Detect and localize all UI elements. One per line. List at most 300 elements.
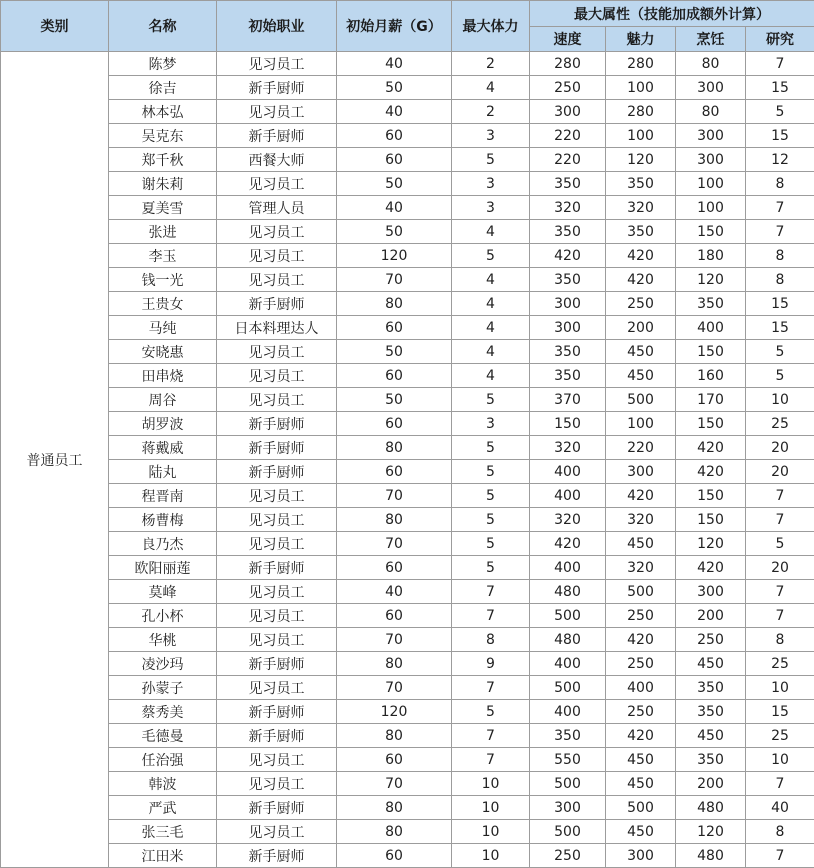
job-cell: 见习员工: [217, 364, 337, 388]
name-cell: 王贵女: [109, 292, 217, 316]
job-cell: 见习员工: [217, 268, 337, 292]
cooking-cell: 420: [676, 436, 746, 460]
header-name: 名称: [109, 1, 217, 52]
salary-cell: 120: [337, 700, 452, 724]
charm-cell: 450: [606, 772, 676, 796]
job-cell: 见习员工: [217, 484, 337, 508]
table-row: [1, 556, 814, 580]
salary-cell: 60: [337, 604, 452, 628]
research-cell: 15: [746, 700, 814, 724]
research-cell: 20: [746, 556, 814, 580]
header-row-1: [1, 1, 814, 27]
job-cell: 见习员工: [217, 820, 337, 844]
stamina-cell: 3: [452, 412, 530, 436]
header-initial-job: 初始职业: [217, 1, 337, 52]
charm-cell: 500: [606, 388, 676, 412]
name-cell: 郑千秋: [109, 148, 217, 172]
table-row: [1, 652, 814, 676]
name-cell: 周谷: [109, 388, 217, 412]
charm-cell: 420: [606, 628, 676, 652]
job-cell: 新手厨师: [217, 844, 337, 868]
stamina-cell: 5: [452, 508, 530, 532]
table-row: [1, 244, 814, 268]
job-cell: 见习员工: [217, 388, 337, 412]
research-cell: 7: [746, 580, 814, 604]
name-cell: 陈梦: [109, 52, 217, 76]
name-cell: 良乃杰: [109, 532, 217, 556]
cooking-cell: 120: [676, 532, 746, 556]
speed-cell: 350: [530, 220, 606, 244]
job-cell: 西餐大师: [217, 148, 337, 172]
salary-cell: 70: [337, 772, 452, 796]
name-cell: 徐吉: [109, 76, 217, 100]
name-cell: 蔡秀美: [109, 700, 217, 724]
name-cell: 胡罗波: [109, 412, 217, 436]
charm-cell: 320: [606, 508, 676, 532]
name-cell: 钱一光: [109, 268, 217, 292]
cooking-cell: 80: [676, 100, 746, 124]
speed-cell: 420: [530, 532, 606, 556]
table-row: [1, 508, 814, 532]
speed-cell: 480: [530, 580, 606, 604]
salary-cell: 60: [337, 316, 452, 340]
cooking-cell: 150: [676, 508, 746, 532]
job-cell: 见习员工: [217, 100, 337, 124]
table-row: [1, 844, 814, 868]
stamina-cell: 7: [452, 748, 530, 772]
table-row: [1, 700, 814, 724]
speed-cell: 320: [530, 508, 606, 532]
stamina-cell: 5: [452, 484, 530, 508]
speed-cell: 420: [530, 244, 606, 268]
name-cell: 江田米: [109, 844, 217, 868]
job-cell: 见习员工: [217, 220, 337, 244]
speed-cell: 400: [530, 556, 606, 580]
name-cell: 夏美雪: [109, 196, 217, 220]
stamina-cell: 3: [452, 172, 530, 196]
cooking-cell: 150: [676, 340, 746, 364]
job-cell: 见习员工: [217, 52, 337, 76]
stamina-cell: 5: [452, 436, 530, 460]
speed-cell: 500: [530, 676, 606, 700]
speed-cell: 500: [530, 604, 606, 628]
table-row: [1, 628, 814, 652]
salary-cell: 60: [337, 556, 452, 580]
charm-cell: 300: [606, 844, 676, 868]
name-cell: 陆丸: [109, 460, 217, 484]
stamina-cell: 7: [452, 604, 530, 628]
charm-cell: 280: [606, 100, 676, 124]
job-cell: 见习员工: [217, 604, 337, 628]
table-row: [1, 532, 814, 556]
job-cell: 新手厨师: [217, 700, 337, 724]
charm-cell: 300: [606, 460, 676, 484]
cooking-cell: 120: [676, 268, 746, 292]
speed-cell: 220: [530, 148, 606, 172]
stamina-cell: 10: [452, 820, 530, 844]
header-charm: 魅力: [606, 27, 676, 52]
header-speed: 速度: [530, 27, 606, 52]
name-cell: 欧阳丽莲: [109, 556, 217, 580]
cooking-cell: 200: [676, 604, 746, 628]
stamina-cell: 5: [452, 388, 530, 412]
research-cell: 7: [746, 220, 814, 244]
category-cell: 普通员工: [1, 52, 109, 868]
cooking-cell: 180: [676, 244, 746, 268]
table-row: [1, 604, 814, 628]
charm-cell: 100: [606, 412, 676, 436]
job-cell: 新手厨师: [217, 460, 337, 484]
stamina-cell: 7: [452, 724, 530, 748]
salary-cell: 60: [337, 748, 452, 772]
cooking-cell: 150: [676, 412, 746, 436]
charm-cell: 420: [606, 484, 676, 508]
research-cell: 7: [746, 772, 814, 796]
speed-cell: 280: [530, 52, 606, 76]
header-max-attributes: 最大属性（技能加成额外计算）: [530, 1, 814, 27]
charm-cell: 250: [606, 700, 676, 724]
table-row: [1, 772, 814, 796]
cooking-cell: 250: [676, 628, 746, 652]
speed-cell: 320: [530, 196, 606, 220]
job-cell: 新手厨师: [217, 292, 337, 316]
charm-cell: 450: [606, 364, 676, 388]
stamina-cell: 9: [452, 652, 530, 676]
stamina-cell: 7: [452, 676, 530, 700]
cooking-cell: 480: [676, 844, 746, 868]
name-cell: 严武: [109, 796, 217, 820]
research-cell: 15: [746, 316, 814, 340]
research-cell: 8: [746, 172, 814, 196]
salary-cell: 120: [337, 244, 452, 268]
job-cell: 见习员工: [217, 676, 337, 700]
salary-cell: 80: [337, 292, 452, 316]
speed-cell: 300: [530, 292, 606, 316]
stamina-cell: 2: [452, 52, 530, 76]
table-row: [1, 316, 814, 340]
charm-cell: 500: [606, 796, 676, 820]
speed-cell: 480: [530, 628, 606, 652]
cooking-cell: 170: [676, 388, 746, 412]
table-row: [1, 340, 814, 364]
salary-cell: 80: [337, 820, 452, 844]
speed-cell: 350: [530, 268, 606, 292]
job-cell: 见习员工: [217, 748, 337, 772]
table-row: [1, 580, 814, 604]
salary-cell: 60: [337, 364, 452, 388]
research-cell: 8: [746, 628, 814, 652]
cooking-cell: 300: [676, 580, 746, 604]
name-cell: 孙蒙子: [109, 676, 217, 700]
salary-cell: 60: [337, 844, 452, 868]
job-cell: 见习员工: [217, 580, 337, 604]
charm-cell: 450: [606, 748, 676, 772]
cooking-cell: 350: [676, 700, 746, 724]
salary-cell: 40: [337, 580, 452, 604]
speed-cell: 350: [530, 172, 606, 196]
salary-cell: 50: [337, 340, 452, 364]
charm-cell: 500: [606, 580, 676, 604]
table-row: [1, 436, 814, 460]
cooking-cell: 100: [676, 172, 746, 196]
cooking-cell: 450: [676, 724, 746, 748]
name-cell: 凌沙玛: [109, 652, 217, 676]
salary-cell: 40: [337, 52, 452, 76]
name-cell: 程晋南: [109, 484, 217, 508]
stamina-cell: 3: [452, 124, 530, 148]
stamina-cell: 10: [452, 772, 530, 796]
name-cell: 吴克东: [109, 124, 217, 148]
research-cell: 5: [746, 364, 814, 388]
stamina-cell: 3: [452, 196, 530, 220]
speed-cell: 250: [530, 844, 606, 868]
name-cell: 张进: [109, 220, 217, 244]
charm-cell: 220: [606, 436, 676, 460]
research-cell: 7: [746, 484, 814, 508]
stamina-cell: 5: [452, 148, 530, 172]
job-cell: 新手厨师: [217, 76, 337, 100]
research-cell: 25: [746, 412, 814, 436]
header-category: 类别: [1, 1, 109, 52]
research-cell: 10: [746, 388, 814, 412]
cooking-cell: 120: [676, 820, 746, 844]
salary-cell: 70: [337, 484, 452, 508]
cooking-cell: 350: [676, 676, 746, 700]
table-row: [1, 148, 814, 172]
stamina-cell: 8: [452, 628, 530, 652]
cooking-cell: 350: [676, 748, 746, 772]
speed-cell: 320: [530, 436, 606, 460]
speed-cell: 350: [530, 364, 606, 388]
cooking-cell: 450: [676, 652, 746, 676]
speed-cell: 300: [530, 100, 606, 124]
name-cell: 华桃: [109, 628, 217, 652]
table-body: [1, 52, 814, 868]
table-row: [1, 796, 814, 820]
job-cell: 新手厨师: [217, 436, 337, 460]
name-cell: 马纯: [109, 316, 217, 340]
research-cell: 25: [746, 724, 814, 748]
cooking-cell: 160: [676, 364, 746, 388]
charm-cell: 420: [606, 268, 676, 292]
job-cell: 见习员工: [217, 340, 337, 364]
job-cell: 新手厨师: [217, 652, 337, 676]
research-cell: 8: [746, 244, 814, 268]
research-cell: 5: [746, 532, 814, 556]
name-cell: 毛德曼: [109, 724, 217, 748]
cooking-cell: 300: [676, 148, 746, 172]
stamina-cell: 10: [452, 844, 530, 868]
salary-cell: 70: [337, 628, 452, 652]
table-row: [1, 388, 814, 412]
charm-cell: 450: [606, 340, 676, 364]
salary-cell: 70: [337, 268, 452, 292]
salary-cell: 80: [337, 724, 452, 748]
research-cell: 25: [746, 652, 814, 676]
research-cell: 7: [746, 52, 814, 76]
research-cell: 15: [746, 124, 814, 148]
table-row: [1, 52, 814, 76]
charm-cell: 450: [606, 820, 676, 844]
table-row: [1, 220, 814, 244]
stamina-cell: 10: [452, 796, 530, 820]
salary-cell: 80: [337, 508, 452, 532]
name-cell: 莫峰: [109, 580, 217, 604]
charm-cell: 280: [606, 52, 676, 76]
stamina-cell: 4: [452, 364, 530, 388]
cooking-cell: 200: [676, 772, 746, 796]
research-cell: 12: [746, 148, 814, 172]
name-cell: 蒋戴威: [109, 436, 217, 460]
cooking-cell: 350: [676, 292, 746, 316]
job-cell: 新手厨师: [217, 556, 337, 580]
research-cell: 10: [746, 748, 814, 772]
charm-cell: 200: [606, 316, 676, 340]
charm-cell: 250: [606, 292, 676, 316]
table-row: [1, 124, 814, 148]
job-cell: 新手厨师: [217, 412, 337, 436]
name-cell: 杨曹梅: [109, 508, 217, 532]
stamina-cell: 5: [452, 556, 530, 580]
cooking-cell: 480: [676, 796, 746, 820]
job-cell: 新手厨师: [217, 724, 337, 748]
stamina-cell: 7: [452, 580, 530, 604]
speed-cell: 370: [530, 388, 606, 412]
table-row: [1, 748, 814, 772]
research-cell: 7: [746, 604, 814, 628]
table-row: [1, 364, 814, 388]
salary-cell: 40: [337, 100, 452, 124]
speed-cell: 220: [530, 124, 606, 148]
speed-cell: 400: [530, 652, 606, 676]
cooking-cell: 300: [676, 124, 746, 148]
charm-cell: 350: [606, 172, 676, 196]
speed-cell: 350: [530, 340, 606, 364]
table-row: [1, 460, 814, 484]
cooking-cell: 150: [676, 484, 746, 508]
table-row: [1, 676, 814, 700]
table-row: [1, 820, 814, 844]
salary-cell: 60: [337, 148, 452, 172]
job-cell: 管理人员: [217, 196, 337, 220]
stamina-cell: 4: [452, 292, 530, 316]
salary-cell: 80: [337, 652, 452, 676]
cooking-cell: 100: [676, 196, 746, 220]
research-cell: 7: [746, 844, 814, 868]
stamina-cell: 5: [452, 532, 530, 556]
research-cell: 8: [746, 820, 814, 844]
speed-cell: 500: [530, 820, 606, 844]
cooking-cell: 400: [676, 316, 746, 340]
salary-cell: 60: [337, 124, 452, 148]
speed-cell: 150: [530, 412, 606, 436]
salary-cell: 50: [337, 76, 452, 100]
charm-cell: 320: [606, 196, 676, 220]
job-cell: 见习员工: [217, 532, 337, 556]
research-cell: 5: [746, 340, 814, 364]
job-cell: 新手厨师: [217, 796, 337, 820]
name-cell: 谢朱莉: [109, 172, 217, 196]
name-cell: 林本弘: [109, 100, 217, 124]
research-cell: 20: [746, 436, 814, 460]
salary-cell: 40: [337, 196, 452, 220]
stamina-cell: 5: [452, 700, 530, 724]
speed-cell: 250: [530, 76, 606, 100]
salary-cell: 70: [337, 532, 452, 556]
stamina-cell: 4: [452, 316, 530, 340]
charm-cell: 320: [606, 556, 676, 580]
research-cell: 5: [746, 100, 814, 124]
name-cell: 田串烧: [109, 364, 217, 388]
header-max-stamina: 最大体力: [452, 1, 530, 52]
cooking-cell: 300: [676, 76, 746, 100]
table-row: [1, 724, 814, 748]
salary-cell: 80: [337, 796, 452, 820]
salary-cell: 70: [337, 676, 452, 700]
stamina-cell: 5: [452, 244, 530, 268]
table-row: [1, 268, 814, 292]
salary-cell: 60: [337, 412, 452, 436]
job-cell: 见习员工: [217, 772, 337, 796]
charm-cell: 350: [606, 220, 676, 244]
name-cell: 韩波: [109, 772, 217, 796]
research-cell: 15: [746, 292, 814, 316]
charm-cell: 420: [606, 724, 676, 748]
cooking-cell: 80: [676, 52, 746, 76]
charm-cell: 250: [606, 604, 676, 628]
stamina-cell: 2: [452, 100, 530, 124]
research-cell: 7: [746, 508, 814, 532]
research-cell: 7: [746, 196, 814, 220]
table-row: [1, 100, 814, 124]
job-cell: 见习员工: [217, 628, 337, 652]
salary-cell: 60: [337, 460, 452, 484]
speed-cell: 400: [530, 700, 606, 724]
research-cell: 40: [746, 796, 814, 820]
stamina-cell: 4: [452, 268, 530, 292]
table-row: [1, 292, 814, 316]
salary-cell: 50: [337, 388, 452, 412]
stamina-cell: 4: [452, 220, 530, 244]
salary-cell: 50: [337, 172, 452, 196]
salary-cell: 80: [337, 436, 452, 460]
speed-cell: 300: [530, 796, 606, 820]
charm-cell: 100: [606, 124, 676, 148]
charm-cell: 400: [606, 676, 676, 700]
charm-cell: 100: [606, 76, 676, 100]
cooking-cell: 150: [676, 220, 746, 244]
job-cell: 见习员工: [217, 244, 337, 268]
charm-cell: 450: [606, 532, 676, 556]
speed-cell: 500: [530, 772, 606, 796]
table-row: [1, 172, 814, 196]
stamina-cell: 4: [452, 340, 530, 364]
cooking-cell: 420: [676, 460, 746, 484]
charm-cell: 420: [606, 244, 676, 268]
table-row: [1, 412, 814, 436]
cooking-cell: 420: [676, 556, 746, 580]
speed-cell: 300: [530, 316, 606, 340]
speed-cell: 550: [530, 748, 606, 772]
table-row: [1, 484, 814, 508]
research-cell: 15: [746, 76, 814, 100]
job-cell: 见习员工: [217, 508, 337, 532]
name-cell: 张三毛: [109, 820, 217, 844]
speed-cell: 400: [530, 460, 606, 484]
header-initial-salary: 初始月薪（G）: [337, 1, 452, 52]
table-row: [1, 76, 814, 100]
name-cell: 安晓惠: [109, 340, 217, 364]
